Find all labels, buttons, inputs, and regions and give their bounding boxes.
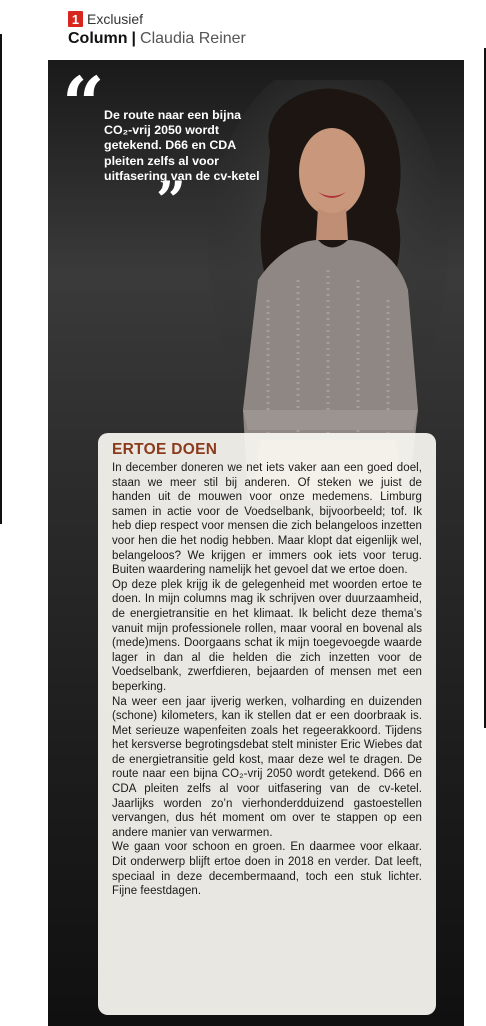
byline-separator: | bbox=[131, 30, 137, 47]
article-paragraph: We gaan voor schoon en groen. En daarmee voor elkaar. Dit onderwerp blijft ertoe doen in 2018 en verder. Dat leeft, speciaal in deze decembermaand, toch een stuk lichter. Fijne feestdagen. bbox=[112, 841, 422, 898]
open-quote-mark: “ bbox=[62, 62, 105, 148]
close-quote-mark: ” bbox=[156, 171, 186, 232]
article-paragraph: Na weer een jaar ijverig werken, volharding en duizenden (schone) kilometers, kan ik stellen dat er een doorbraak is. Met serieuze wapenfeiten zoals het regeerakkoord. Tijdens het kersverse begrotingsdebat stelt minister Eric Wiebes dat de energietransitie geld kost, maar deze wel te dragen. De route naar een bijna CO₂-vrij 2050 wordt getekend. D66 en CDA pleiten zelfs al voor uitfasering van de cv-ketel. Jaarlijks worden zo’n vierhonderdduizend gastoestellen vervangen, dus hét moment om over te stappen op een andere manier van verwarmen. bbox=[112, 695, 422, 839]
exclusive-label: Exclusief bbox=[87, 11, 144, 27]
article-paragraph: In december doneren we net iets vaker aan een goed doel, staan we meer stil bij anderen. Of steken we juist de handen uit de mouwen voor onze medemens. Limburg samen in actie voor de Voedselbank, bijvoorbeeld; tof. Ik heb diep respect voor mensen die zich belangeloos inzetten voor hen die het nodig hebben. Maar klopt dat eigenlijk wel, belangeloos? We krijgen er immers ook iets voor terug. Buiten waardering namelijk het gevoel dat we ertoe doen. bbox=[112, 462, 422, 577]
exclusive-row bbox=[68, 10, 246, 28]
section-label: Column bbox=[68, 30, 128, 47]
column-byline bbox=[68, 30, 246, 48]
author-name: Claudia Reiner bbox=[140, 30, 246, 47]
article-paragraph: Op deze plek krijg ik de gelegenheid met woorden ertoe te doen. In mijn columns mag ik schrijven over duurzaamheid, de energietransitie en het klimaat. Ik belicht deze thema’s vanuit mijn professionele rollen, maar vooral en bovenal als (mede)mens. Doorgaans schat ik mijn toegevoegde waarde lager in dan al die helden die zich inzetten voor de Voedselbank, zwerfdieren, bejaarden of mensen met een beperking. bbox=[112, 578, 422, 693]
article-heading: ERTOE DOEN bbox=[112, 441, 218, 458]
left-page-edge bbox=[0, 34, 2, 524]
article-box bbox=[98, 433, 436, 1015]
exclusive-badge: 1 bbox=[68, 11, 83, 27]
column-header bbox=[68, 10, 246, 48]
pull-quote: De route naar een bijna CO₂-vrij 2050 wordt getekend. D66 en CDA pleiten zelfs al voor uitfasering van de cv-ketel bbox=[104, 108, 260, 183]
